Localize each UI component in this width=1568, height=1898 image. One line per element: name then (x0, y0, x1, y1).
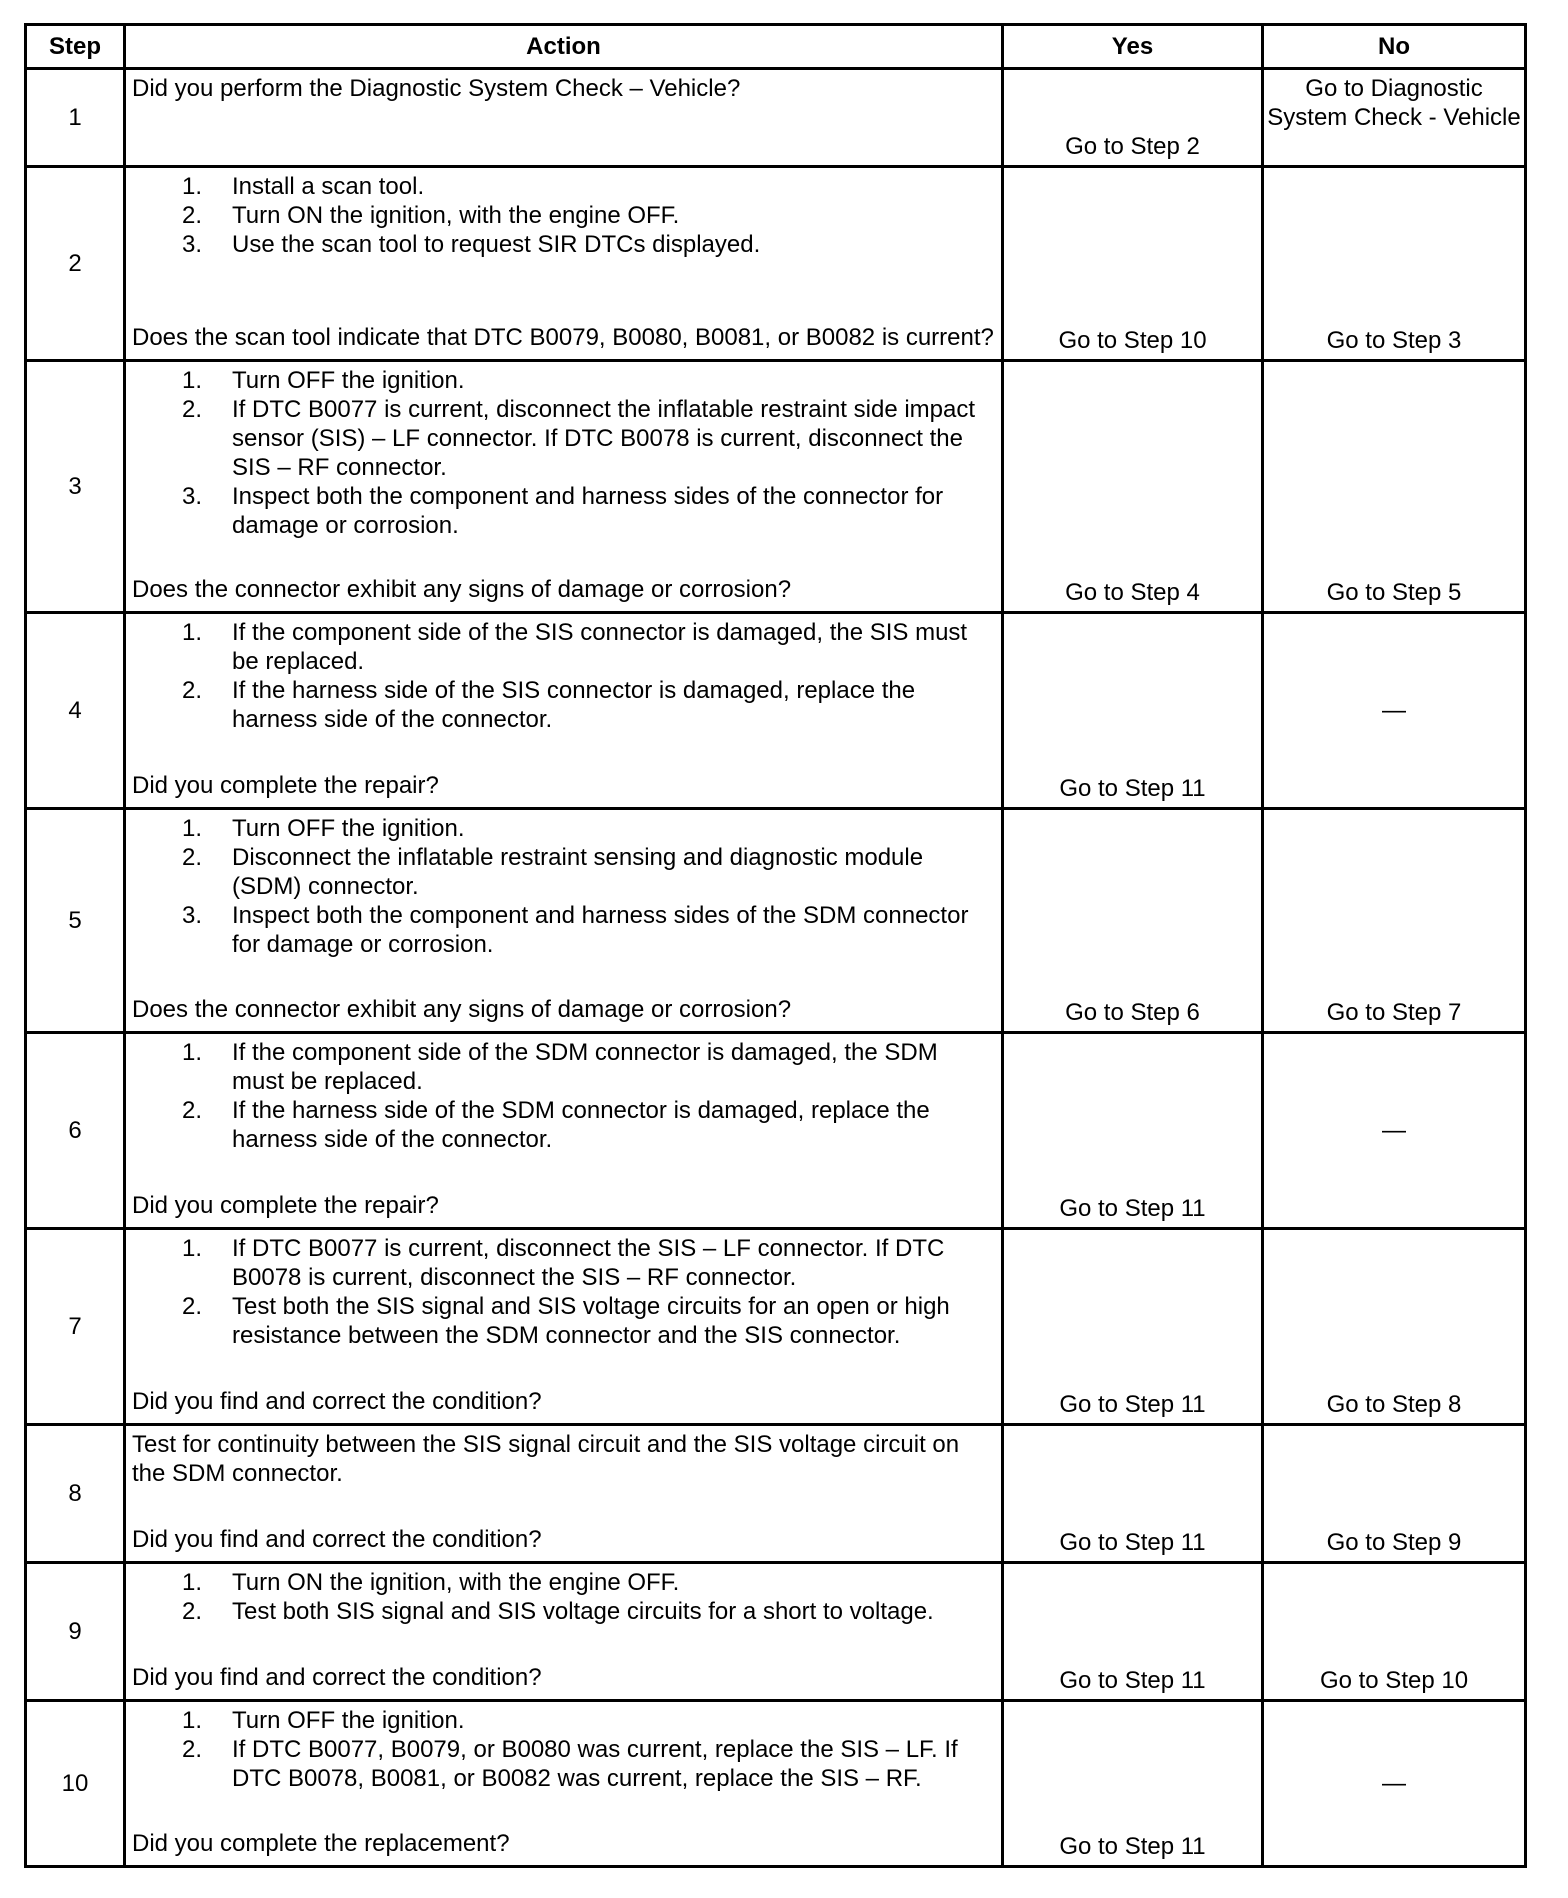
yes-action: Go to Step 11 (1003, 1229, 1263, 1425)
action-step-item (132, 1597, 995, 1626)
action-text: Did you perform the Diagnostic System Check – Vehicle? (132, 75, 741, 102)
action-step-item (132, 901, 995, 959)
action-step-text: Test both SIS signal and SIS voltage circuits for a short to voltage. (232, 1598, 934, 1625)
table-row (26, 167, 1526, 361)
action-step-number: 3. (182, 483, 203, 510)
action-steps-list (132, 1234, 995, 1350)
action-step-number: 1. (182, 367, 203, 394)
action-step-number: 1. (182, 1235, 203, 1262)
yes-action: Go to Step 4 (1003, 361, 1263, 613)
table-row (26, 1033, 1526, 1229)
action-cell (125, 809, 1003, 1033)
action-step-item (132, 1706, 995, 1735)
action-step-text: If the component side of the SIS connector is damaged, the SIS must be replaced. (232, 619, 968, 675)
table-row (26, 613, 1526, 809)
action-step-text: Turn ON the ignition, with the engine OFF. (232, 202, 680, 229)
yes-action: Go to Step 11 (1003, 1701, 1263, 1867)
no-action: Go to Step 7 (1263, 809, 1526, 1033)
action-step-item (132, 482, 995, 540)
action-steps-list (132, 1038, 995, 1154)
table-row (26, 361, 1526, 613)
no-action: Go to Diagnostic System Check - Vehicle (1263, 69, 1526, 167)
action-step-number: 1. (182, 1707, 203, 1734)
yes-action: Go to Step 11 (1003, 613, 1263, 809)
yes-action: Go to Step 2 (1003, 69, 1263, 167)
action-steps-list (132, 814, 995, 959)
yes-action: Go to Step 11 (1003, 1563, 1263, 1701)
action-step-text: If the harness side of the SDM connector is damaged, replace the harness side of the connector. (232, 1097, 930, 1153)
no-action: Go to Step 3 (1263, 167, 1526, 361)
action-step-number: 2. (182, 1097, 203, 1124)
no-action: Go to Step 10 (1263, 1563, 1526, 1701)
action-cell (125, 167, 1003, 361)
action-step-number: 2. (182, 396, 203, 423)
action-step-text: If the harness side of the SIS connector is damaged, replace the harness side of the connector. (232, 677, 916, 733)
step-number: 3 (26, 361, 125, 613)
table-body (26, 69, 1526, 1867)
action-step-number: 2. (182, 844, 203, 871)
no-action: Go to Step 9 (1263, 1425, 1526, 1563)
action-step-number: 1. (182, 1039, 203, 1066)
header-step: Step (26, 25, 125, 69)
no-action: Go to Step 5 (1263, 361, 1526, 613)
action-question: Does the connector exhibit any signs of damage or corrosion? (132, 576, 792, 603)
action-question: Did you complete the replacement? (132, 1830, 510, 1857)
table-row (26, 1701, 1526, 1867)
action-cell (125, 1033, 1003, 1229)
action-step-item (132, 1038, 995, 1096)
step-number: 7 (26, 1229, 125, 1425)
table-row (26, 69, 1526, 167)
action-cell (125, 1425, 1003, 1563)
action-step-number: 2. (182, 1598, 203, 1625)
table-row (26, 1563, 1526, 1701)
action-step-text: Use the scan tool to request SIR DTCs displayed. (232, 231, 761, 258)
yes-action: Go to Step 10 (1003, 167, 1263, 361)
action-question: Does the connector exhibit any signs of damage or corrosion? (132, 996, 792, 1023)
action-cell (125, 361, 1003, 613)
action-question: Did you find and correct the condition? (132, 1526, 542, 1553)
action-step-text: Disconnect the inflatable restraint sensing and diagnostic module (SDM) connector. (232, 844, 924, 900)
action-step-text: Inspect both the component and harness sides of the connector for damage or corrosion. (232, 483, 944, 539)
action-step-item (132, 366, 995, 395)
action-step-item (132, 1568, 995, 1597)
action-question: Did you complete the repair? (132, 772, 439, 799)
action-text: Test for continuity between the SIS signal circuit and the SIS voltage circuit on the SDM connector. (132, 1431, 960, 1487)
no-action: — (1263, 1701, 1526, 1867)
action-step-item (132, 843, 995, 901)
header-yes: Yes (1003, 25, 1263, 69)
action-step-text: Turn OFF the ignition. (232, 367, 465, 394)
action-steps-list (132, 618, 995, 734)
no-action: — (1263, 1033, 1526, 1229)
step-number: 4 (26, 613, 125, 809)
action-step-text: Install a scan tool. (232, 173, 425, 200)
table-row (26, 809, 1526, 1033)
yes-action: Go to Step 11 (1003, 1425, 1263, 1563)
action-step-text: Turn OFF the ignition. (232, 815, 465, 842)
yes-action: Go to Step 11 (1003, 1033, 1263, 1229)
action-steps-list (132, 366, 995, 540)
action-step-number: 2. (182, 1293, 203, 1320)
step-number: 9 (26, 1563, 125, 1701)
action-step-text: Inspect both the component and harness sides of the SDM connector for damage or corrosion. (232, 902, 969, 958)
action-steps-list (132, 1568, 995, 1626)
action-step-item (132, 230, 995, 259)
action-step-item (132, 1735, 995, 1793)
action-cell (125, 69, 1003, 167)
action-question: Did you complete the repair? (132, 1192, 439, 1219)
action-step-text: If DTC B0077, B0079, or B0080 was current, replace the SIS – LF. If DTC B0078, B0081, or B0082 was current, replace the SIS – RF. (232, 1736, 958, 1792)
diagnostic-table (24, 23, 1527, 1868)
action-step-text: If DTC B0077 is current, disconnect the SIS – LF connector. If DTC B0078 is current, disconnect the SIS – RF connector. (232, 1235, 945, 1291)
no-action: Go to Step 8 (1263, 1229, 1526, 1425)
header-action: Action (125, 25, 1003, 69)
action-step-item (132, 1234, 995, 1292)
action-step-number: 2. (182, 202, 203, 229)
action-step-item (132, 201, 995, 230)
action-cell (125, 613, 1003, 809)
action-step-item (132, 618, 995, 676)
action-step-item (132, 1096, 995, 1154)
action-step-text: Turn ON the ignition, with the engine OFF. (232, 1569, 680, 1596)
action-step-number: 3. (182, 231, 203, 258)
step-number: 10 (26, 1701, 125, 1867)
action-step-number: 1. (182, 173, 203, 200)
action-steps-list (132, 172, 995, 259)
header-row (26, 25, 1526, 69)
step-number: 1 (26, 69, 125, 167)
yes-action: Go to Step 6 (1003, 809, 1263, 1033)
action-step-text: Test both the SIS signal and SIS voltage circuits for an open or high resistance between the SDM connector and the SIS connector. (232, 1293, 950, 1349)
action-step-number: 2. (182, 1736, 203, 1763)
action-question: Did you find and correct the condition? (132, 1664, 542, 1691)
action-step-item (132, 172, 995, 201)
action-cell (125, 1701, 1003, 1867)
action-cell (125, 1563, 1003, 1701)
action-step-number: 2. (182, 677, 203, 704)
action-question: Did you find and correct the condition? (132, 1388, 542, 1415)
step-number: 5 (26, 809, 125, 1033)
table-row (26, 1229, 1526, 1425)
action-step-item (132, 814, 995, 843)
action-step-text: Turn OFF the ignition. (232, 1707, 465, 1734)
step-number: 8 (26, 1425, 125, 1563)
action-step-item (132, 395, 995, 482)
no-action: — (1263, 613, 1526, 809)
table-row (26, 1425, 1526, 1563)
action-step-item (132, 1292, 995, 1350)
action-step-text: If the component side of the SDM connector is damaged, the SDM must be replaced. (232, 1039, 938, 1095)
action-step-item (132, 676, 995, 734)
action-steps-list (132, 1706, 995, 1793)
step-number: 6 (26, 1033, 125, 1229)
action-step-number: 1. (182, 1569, 203, 1596)
action-step-number: 1. (182, 815, 203, 842)
action-step-number: 1. (182, 619, 203, 646)
step-number: 2 (26, 167, 125, 361)
action-question: Does the scan tool indicate that DTC B0079, B0080, B0081, or B0082 is current? (132, 324, 994, 351)
header-no: No (1263, 25, 1526, 69)
action-step-text: If DTC B0077 is current, disconnect the inflatable restraint side impact sensor (SIS) – LF connector. If DTC B0078 is current, disconnect the SIS – RF connector. (232, 396, 976, 481)
action-step-number: 3. (182, 902, 203, 929)
action-cell (125, 1229, 1003, 1425)
